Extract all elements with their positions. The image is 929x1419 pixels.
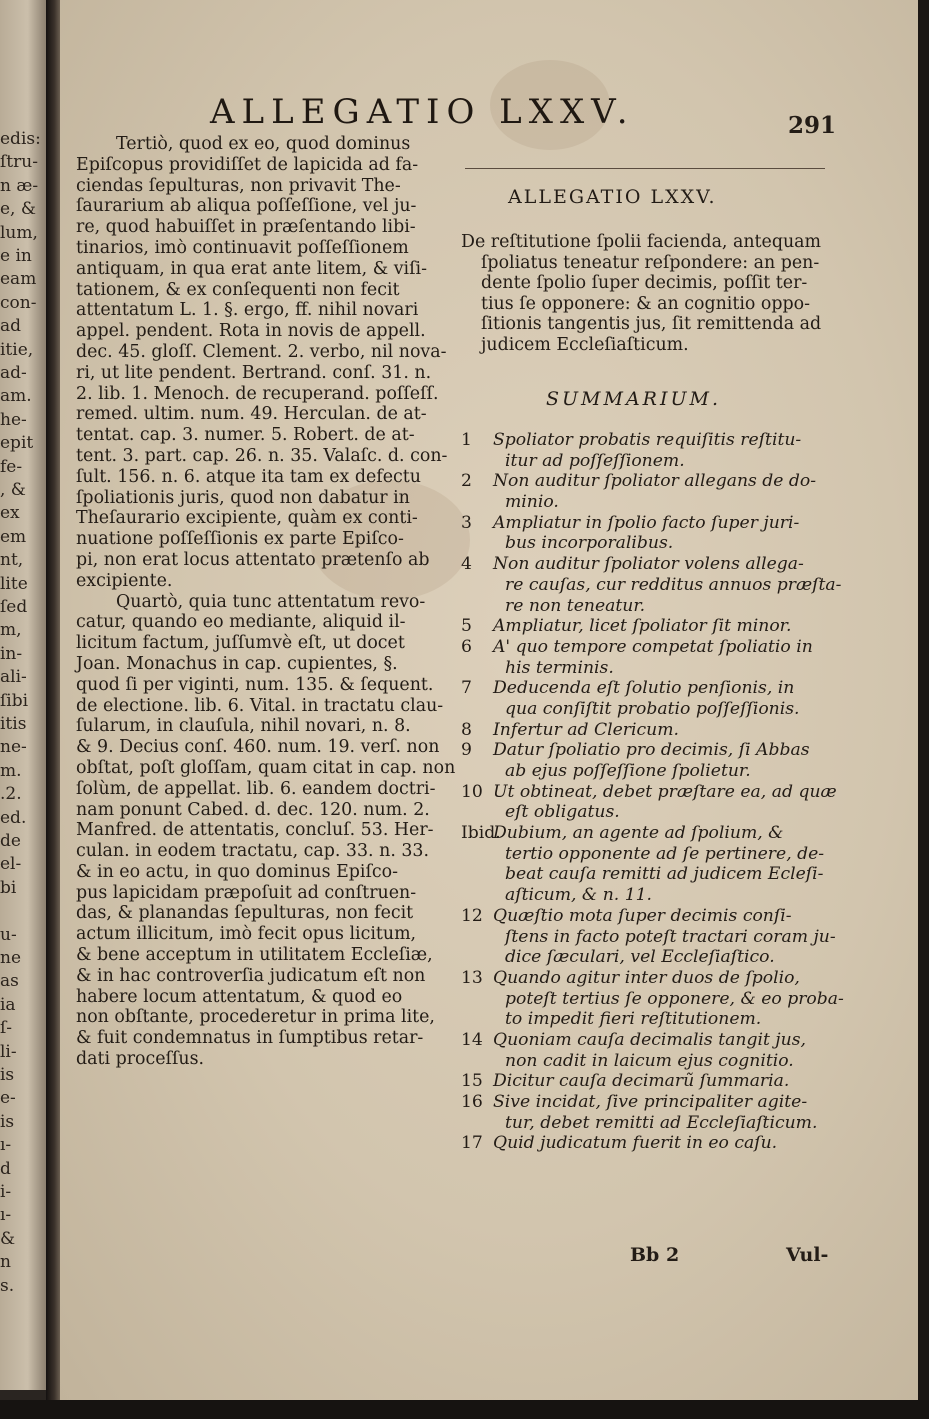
text-line: & fuit condemnatus in ſumptibus retar- <box>76 1028 424 1049</box>
summary-text: dice ſæculari, vel Eccleſiaſtico. <box>505 947 775 968</box>
summary-text: Quoniam cauſa decimalis tangit jus, <box>493 1029 806 1050</box>
text-line: ſolùm, de appellat. lib. 6. eandem doctri- <box>76 778 436 799</box>
summary-text: eſt obligatus. <box>505 802 620 823</box>
summary-title: SUMMARIUM. <box>546 388 721 410</box>
summary-text: Spoliator probatis requiſitis reſtitu- <box>493 430 802 450</box>
text-line: ſult. 156. n. 6. atque ita tam ex defectu <box>76 466 421 487</box>
summary-text: Dubium, an agente ad ſpolium, & <box>493 823 784 844</box>
text-line: ri, ut lite pendent. Bertrand. conſ. 31. n. <box>76 362 432 383</box>
text-line: Theſaurario excipiente, quàm ex conti- <box>76 508 418 529</box>
summary-number: 3 <box>461 512 472 533</box>
previous-page-fragment: .2. <box>0 784 22 805</box>
page-edge-right <box>918 0 929 1419</box>
summary-text: to impedit fieri reſtitutionem. <box>505 1009 762 1030</box>
summary-number: 8 <box>461 719 472 740</box>
text-line: nuatione poſſeſſionis ex parte Epiſco- <box>76 529 404 550</box>
summary-text: his terminis. <box>505 657 614 678</box>
previous-page-fragment: ali- <box>0 667 27 688</box>
summary-number: 5 <box>461 616 472 637</box>
previous-page-fragment: is <box>0 1065 15 1085</box>
section-title: ALLEGATIO LXXV. <box>508 186 717 208</box>
summary-text: itur ad poſſeſſionem. <box>505 450 685 471</box>
text-line: & bene acceptum in utilitatem Eccleſiæ, <box>76 945 433 966</box>
text-line: tentat. cap. 3. numer. 5. Robert. de at- <box>76 425 415 446</box>
intro-line: ſitionis tangentis jus, ſit remittenda ad <box>481 314 822 335</box>
text-line: dec. 45. gloſſ. Clement. 2. verbo, nil nova- <box>76 341 447 362</box>
previous-page-fragment: ad- <box>0 363 27 383</box>
summary-text: Deducenda eſt ſolutio penſionis, in <box>493 678 795 699</box>
summary-text: Ampliatur, licet ſpoliator ſit minor. <box>493 616 792 637</box>
summary-number: 6 <box>461 636 472 657</box>
summary-text: minio. <box>505 492 559 513</box>
text-line: actum illicitum, imò fecit opus licitum, <box>76 924 417 945</box>
summary-text: tur, debet remitti ad Eccleſiaſticum. <box>505 1112 818 1133</box>
page-title: ALLEGATIO LXXV. <box>210 92 635 132</box>
text-line: attentatum L. 1. §. ergo, ff. nihil novari <box>76 300 419 321</box>
summary-text: beat cauſa remitti ad judicem Ecleſi- <box>505 864 824 885</box>
text-line: ſaurarium ab aliqua poſſeſſione, vel ju- <box>76 196 417 217</box>
summary-number: 9 <box>461 740 472 761</box>
previous-page-fragment: ſ- <box>0 1018 13 1039</box>
text-line: quod ſi per viginti, num. 135. & ſequent. <box>76 674 434 695</box>
summary-text: Ut obtineat, debet præſtare ea, ad quæ <box>493 781 837 802</box>
previous-page-fragment: in- <box>0 643 23 664</box>
summary-number: 16 <box>461 1092 483 1112</box>
previous-page-fragment: e- <box>0 1088 16 1109</box>
previous-page-fragment: lum, <box>0 222 38 243</box>
text-line: re, quod habuiſſet in præſentando libi- <box>76 217 416 238</box>
summary-text: re non teneatur. <box>505 595 646 616</box>
text-line: de electione. lib. 6. Vital. in tractatu clau- <box>76 695 444 716</box>
previous-page-fragment: itie, <box>0 339 34 360</box>
previous-page-fragment: is <box>0 1111 15 1132</box>
previous-page-fragment: ad <box>0 316 22 337</box>
text-line: remed. ultim. num. 49. Herculan. de at- <box>76 404 427 425</box>
summary-text: re cauſas, cur redditus annuos præſta- <box>505 574 842 595</box>
previous-page-fragment: de <box>0 831 21 851</box>
previous-page-fragment: el- <box>0 854 22 875</box>
previous-page-fragment: e, & <box>0 199 37 220</box>
text-line: tent. 3. part. cap. 26. n. 35. Valaſc. d. con- <box>76 445 448 466</box>
summary-number: Ibid. <box>461 823 501 844</box>
intro-line: De reſtitutione ſpolii facienda, antequam <box>461 232 822 252</box>
summary-text: Non auditur ſpoliator volens allega- <box>493 554 804 575</box>
previous-page-fragment: ſed <box>0 597 28 617</box>
text-line: antiquam, in qua erat ante litem, & viſi- <box>76 258 427 279</box>
signature-mark: Bb 2 <box>630 1244 680 1266</box>
previous-page-fragment: eam <box>0 269 37 290</box>
summary-text: ab ejus poſſeſſione ſpolietur. <box>505 761 751 781</box>
previous-page-fragment: bi <box>0 877 17 898</box>
previous-page-edge <box>0 0 46 1390</box>
text-line: Epiſcopus providiſſet de lapicida ad fa- <box>76 154 419 175</box>
previous-page-fragment: am. <box>0 386 32 407</box>
summary-number: 12 <box>461 905 483 926</box>
previous-page-fragment: he- <box>0 409 27 430</box>
previous-page-fragment: m, <box>0 620 22 641</box>
summary-text: qua conſiſtit probatio poſſeſſionis. <box>505 698 800 719</box>
summary-number: 17 <box>461 1133 483 1154</box>
text-line: habere locum attentatum, & quod eo <box>76 986 403 1007</box>
text-line: pi, non erat locus attentato prætenſo ab <box>76 549 430 570</box>
summary-text: Quando agitur inter duos de ſpolio, <box>493 967 800 988</box>
summary-number: 13 <box>461 967 483 988</box>
previous-page-fragment: m. <box>0 760 22 781</box>
text-line: tationem, & ex conſequenti non fecit <box>76 279 400 300</box>
left-column-text <box>76 134 456 1070</box>
text-line: non obſtante, procederetur in prima lite, <box>76 1007 435 1028</box>
text-line: culan. in eodem tractatu, cap. 33. n. 33. <box>76 841 430 862</box>
previous-page-fragment: li- <box>0 1041 17 1062</box>
previous-page-fragment: nt, <box>0 550 24 571</box>
text-line: Manfred. de attentatis, concluſ. 53. Her- <box>76 820 434 841</box>
text-line: Joan. Monachus in cap. cupientes, §. <box>76 653 398 674</box>
previous-page-fragment: n æ- <box>0 175 39 196</box>
previous-page-fragment: lite <box>0 573 28 594</box>
previous-page-fragment: ia <box>0 994 16 1015</box>
previous-page-fragment: ſibi <box>0 690 29 711</box>
text-line: tinarios, imò continuavit poſſeſſionem <box>76 237 409 258</box>
summary-text: tertio opponente ad ſe pertinere, de- <box>505 843 825 864</box>
summary-text: Non auditur ſpoliator allegans de do- <box>493 471 817 492</box>
summary-text: ſtens in facto poteſt tractari coram ju- <box>505 926 836 947</box>
previous-page-fragment: edis: <box>0 129 41 149</box>
previous-page-fragment: ı- <box>0 1205 12 1226</box>
text-line: catur, quando eo mediante, aliquid il- <box>76 612 406 633</box>
page-number: 291 <box>788 112 837 139</box>
previous-page-fragment: em <box>0 526 27 547</box>
summary-text: bus incorporalibus. <box>505 533 674 554</box>
previous-page-fragment: ne- <box>0 737 27 758</box>
text-line: & in hac controverſia judicatum eſt non <box>76 965 426 986</box>
summary-text: A' quo tempore competat ſpoliatio in <box>493 636 813 657</box>
text-line: ſularum, in clauſula, nihil novari, n. 8. <box>76 716 411 737</box>
summary-number: 14 <box>461 1029 483 1050</box>
text-line: ciendas ſepulturas, non privavit The- <box>76 175 401 196</box>
previous-page-fragment: epit <box>0 433 34 454</box>
page-edge-bottom <box>0 1400 929 1419</box>
summary-text: aſticum, & n. 11. <box>505 885 653 906</box>
previous-page-fragment: ne <box>0 948 22 968</box>
text-line: Tertiò, quod ex eo, quod dominus <box>116 134 411 154</box>
summary-number: 4 <box>461 554 472 575</box>
header-rule <box>465 168 825 169</box>
previous-page-fragment: n <box>0 1252 11 1273</box>
summary-number: 15 <box>461 1071 483 1092</box>
previous-page-fragment: ed. <box>0 807 27 828</box>
text-line: dati proceſſus. <box>76 1049 205 1070</box>
previous-page-fragment: ſtru- <box>0 152 38 173</box>
summary-number: 1 <box>461 430 472 450</box>
text-line: 2. lib. 1. Menoch. de recuperand. poſſeſſ. <box>76 383 439 404</box>
summary-text: Ampliatur in ſpolio facto ſuper juri- <box>493 512 800 533</box>
text-line: Quartò, quia tunc attentatum revo- <box>116 591 426 612</box>
summary-number: 2 <box>461 471 472 492</box>
intro-line: tius ſe opponere: & an cognitio oppo- <box>481 293 810 314</box>
previous-page-fragment: i- <box>0 1182 12 1202</box>
section-intro <box>461 232 821 356</box>
text-line: appel. pendent. Rota in novis de appell. <box>76 321 426 342</box>
previous-page-fragment: ı- <box>0 1135 12 1156</box>
summary-text: Sive incidat, ſive principaliter agite- <box>493 1092 808 1112</box>
text-line: nam ponunt Cabed. d. dec. 120. num. 2. <box>76 799 430 820</box>
previous-page-fragment: d <box>0 1158 11 1179</box>
text-line: ſpoliationis juris, quod non dabatur in <box>76 487 410 508</box>
summary-text: Dicitur cauſa decimarũ ſummaria. <box>493 1071 790 1092</box>
summary-text: Quæſtio mota ſuper decimis conſi- <box>493 905 792 926</box>
text-line: pus lapicidam præpoſuit ad conſtruen- <box>76 882 417 903</box>
summary-number: 10 <box>461 781 483 802</box>
book-gutter <box>46 0 60 1419</box>
catchword: Vul- <box>786 1244 829 1266</box>
intro-line: dente ſpolio ſuper decimis, poſſit ter- <box>481 273 808 294</box>
text-line: licitum factum, juſſumvè eſt, ut docet <box>76 633 405 654</box>
previous-page-fragment: s. <box>0 1275 15 1296</box>
previous-page-fragment: u- <box>0 924 17 945</box>
intro-line: ſpoliatus teneatur reſpondere: an pen- <box>481 252 820 273</box>
summary-text: Infertur ad Clericum. <box>493 719 679 740</box>
text-line: obſtat, poſt gloſſam, quam citat in cap. non <box>76 757 456 778</box>
summary-text: Datur ſpoliatio pro decimis, ſi Abbas <box>493 740 810 761</box>
summary-text: Quid judicatum fuerit in eo caſu. <box>493 1133 778 1154</box>
text-line: excipiente. <box>76 570 173 591</box>
intro-line: judicem Eccleſiaſticum. <box>481 334 689 355</box>
previous-page-fragment: ex <box>0 503 20 524</box>
previous-page-fragment: fe- <box>0 456 23 477</box>
previous-page-fragment: con- <box>0 292 37 313</box>
previous-page-fragment: e in <box>0 246 32 266</box>
summary-text: non cadit in laicum ejus cognitio. <box>505 1050 794 1071</box>
text-line: & in eo actu, in quo dominus Epiſco- <box>76 861 398 882</box>
previous-page-fragment: & <box>0 1228 16 1249</box>
text-line: das, & planandas ſepulturas, non fecit <box>76 903 414 924</box>
previous-page-fragment: , & <box>0 480 26 500</box>
previous-page-fragment: as <box>0 971 19 992</box>
text-line: & 9. Decius conſ. 460. num. 19. verſ. non <box>76 737 440 758</box>
summary-text: poteſt tertius ſe opponere, & eo proba- <box>505 988 844 1009</box>
previous-page-fragment: itis <box>0 714 27 734</box>
summary-number: 7 <box>461 678 472 699</box>
